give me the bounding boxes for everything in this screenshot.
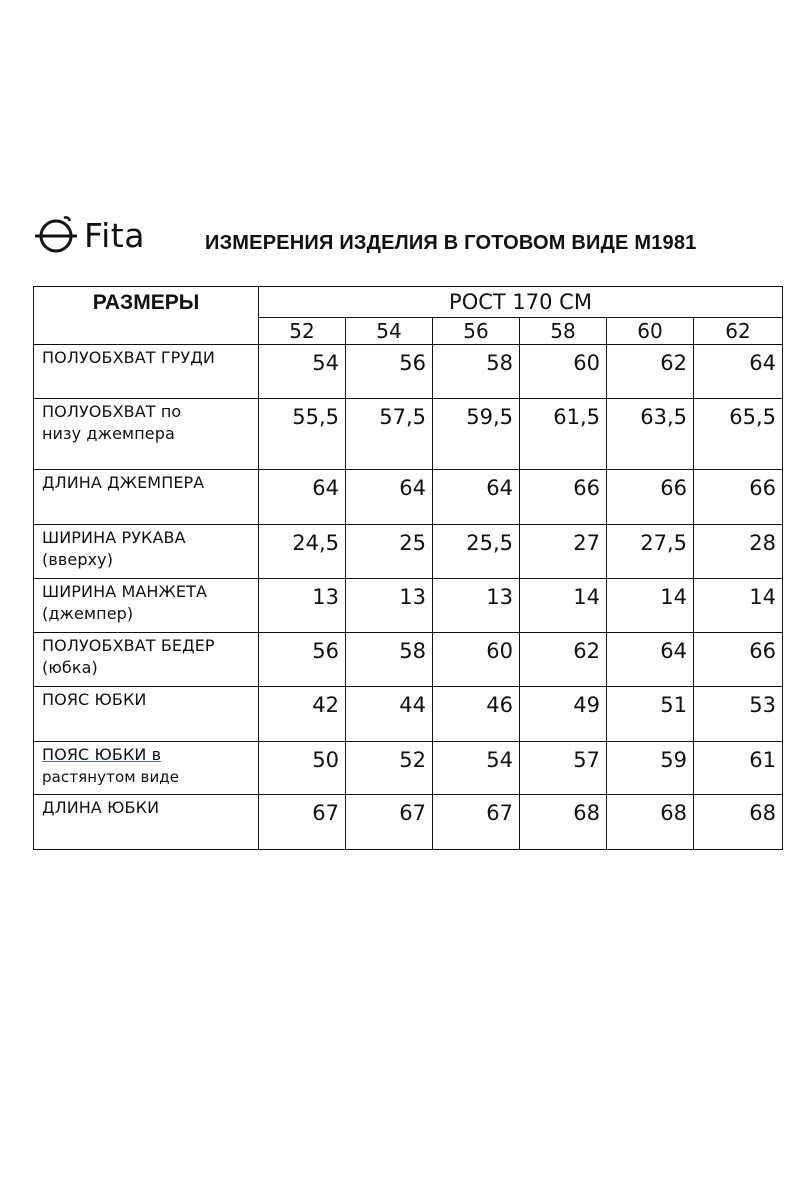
value-cell: 66	[694, 470, 783, 525]
brand-logo	[34, 212, 145, 258]
value-cell: 25	[346, 525, 433, 579]
value-cell: 53	[694, 687, 783, 742]
table-row	[34, 795, 783, 850]
value-cell: 46	[433, 687, 520, 742]
table-row	[34, 687, 783, 742]
value-cell: 57,5	[346, 399, 433, 470]
size-header-cell: 52	[259, 318, 346, 345]
value-cell: 56	[346, 345, 433, 399]
table-row	[34, 525, 783, 579]
value-cell: 49	[520, 687, 607, 742]
value-cell: 24,5	[259, 525, 346, 579]
value-cell: 52	[346, 742, 433, 795]
size-chart-table	[33, 286, 783, 850]
sizes-header-label: РАЗМЕРЫ	[34, 287, 259, 345]
value-cell: 27	[520, 525, 607, 579]
value-cell: 59,5	[433, 399, 520, 470]
value-cell: 13	[259, 579, 346, 633]
value-cell: 66	[694, 633, 783, 687]
value-cell: 60	[520, 345, 607, 399]
value-cell: 61	[694, 742, 783, 795]
fita-theta-mark-icon	[34, 213, 78, 257]
value-cell: 64	[607, 633, 694, 687]
row-label: ПОЯС ЮБКИ в растянутом виде	[34, 742, 259, 795]
table-row	[34, 742, 783, 795]
value-cell: 66	[607, 470, 694, 525]
page-title: ИЗМЕРЕНИЯ ИЗДЕЛИЯ В ГОТОВОМ ВИДЕ М1981	[205, 232, 697, 254]
table-row	[34, 345, 783, 399]
value-cell: 67	[433, 795, 520, 850]
row-label: ДЛИНА ДЖЕМПЕРА	[34, 470, 259, 525]
value-cell: 61,5	[520, 399, 607, 470]
value-cell: 57	[520, 742, 607, 795]
height-header-label: РОСТ 170 СМ	[259, 287, 783, 318]
value-cell: 25,5	[433, 525, 520, 579]
value-cell: 64	[259, 470, 346, 525]
value-cell: 59	[607, 742, 694, 795]
value-cell: 13	[433, 579, 520, 633]
row-label: ПОЛУОБХВАТ по низу джемпера	[34, 399, 259, 470]
value-cell: 42	[259, 687, 346, 742]
value-cell: 64	[694, 345, 783, 399]
value-cell: 56	[259, 633, 346, 687]
value-cell: 14	[694, 579, 783, 633]
value-cell: 58	[346, 633, 433, 687]
table-row	[34, 470, 783, 525]
value-cell: 55,5	[259, 399, 346, 470]
row-label: ШИРИНА МАНЖЕТА (джемпер)	[34, 579, 259, 633]
table-row	[34, 633, 783, 687]
row-label: ПОЛУОБХВАТ БЕДЕР (юбка)	[34, 633, 259, 687]
value-cell: 64	[346, 470, 433, 525]
size-header-cell: 54	[346, 318, 433, 345]
value-cell: 54	[259, 345, 346, 399]
value-cell: 50	[259, 742, 346, 795]
size-header-cell: 56	[433, 318, 520, 345]
size-header-cell: 58	[520, 318, 607, 345]
row-label: ПОЛУОБХВАТ ГРУДИ	[34, 345, 259, 399]
value-cell: 14	[607, 579, 694, 633]
value-cell: 14	[520, 579, 607, 633]
value-cell: 54	[433, 742, 520, 795]
value-cell: 68	[607, 795, 694, 850]
value-cell: 28	[694, 525, 783, 579]
size-header-cell: 60	[607, 318, 694, 345]
value-cell: 63,5	[607, 399, 694, 470]
value-cell: 62	[607, 345, 694, 399]
brand-name: Fita	[84, 215, 145, 255]
size-header-cell: 62	[694, 318, 783, 345]
value-cell: 67	[259, 795, 346, 850]
value-cell: 68	[694, 795, 783, 850]
value-cell: 44	[346, 687, 433, 742]
header-row-height	[34, 287, 783, 318]
table-row	[34, 399, 783, 470]
value-cell: 67	[346, 795, 433, 850]
value-cell: 62	[520, 633, 607, 687]
value-cell: 60	[433, 633, 520, 687]
value-cell: 66	[520, 470, 607, 525]
value-cell: 51	[607, 687, 694, 742]
value-cell: 13	[346, 579, 433, 633]
value-cell: 58	[433, 345, 520, 399]
value-cell: 68	[520, 795, 607, 850]
value-cell: 64	[433, 470, 520, 525]
row-label: ПОЯС ЮБКИ	[34, 687, 259, 742]
table-row	[34, 579, 783, 633]
row-label: ШИРИНА РУКАВА (вверху)	[34, 525, 259, 579]
value-cell: 65,5	[694, 399, 783, 470]
row-label: ДЛИНА ЮБКИ	[34, 795, 259, 850]
value-cell: 27,5	[607, 525, 694, 579]
